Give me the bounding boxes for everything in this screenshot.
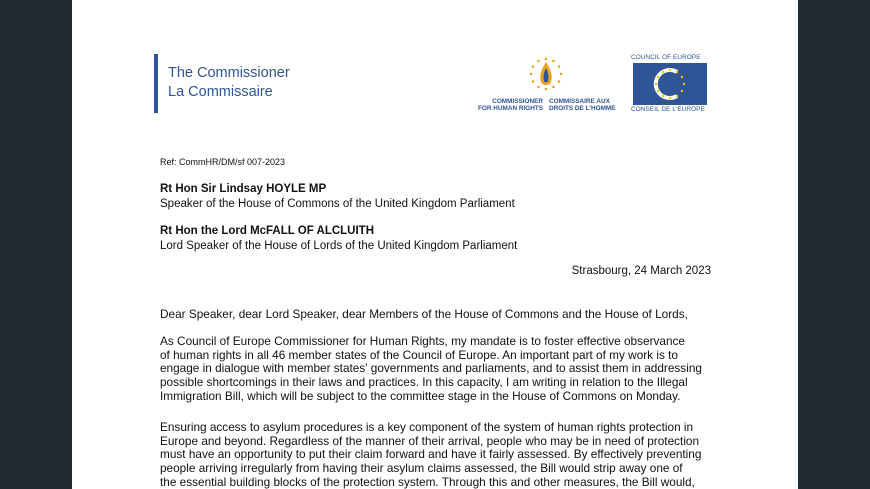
addressee-block [160,182,515,212]
addressee-title: Speaker of the House of Commons of the United Kingdom Parliament [160,198,515,210]
coe-caption-en: COUNCIL OF EUROPE [631,54,701,61]
coe-flag-icon [633,63,707,105]
chr-caption-en: COMMISSIONER FOR HUMAN RIGHTS [478,98,543,113]
paragraph-line: As Council of Europe Commissioner for Human Rights, my mandate is to foster effective observance [160,334,685,348]
commissioner-title-fr: La Commissaire [168,84,273,100]
paragraph-line: engage in dialogue with member states' governments and parliaments, and to assist them in addressing [160,361,702,376]
flame-emblem-icon [524,56,568,96]
coe-caption-fr: CONSEIL DE L'EUROPE [631,106,705,113]
letter-page [72,0,798,489]
paragraph-line: Ensuring access to asylum procedures is a key component of the system of human rights protection in [160,420,694,434]
paragraph-line: the essential building blocks of the protection system. Through this and other measures, the Bill would, [160,474,695,489]
addressee-name: Rt Hon Sir Lindsay HOYLE MP [160,183,327,195]
body-paragraph [160,421,712,489]
salutation: Dear Speaker, dear Lord Speaker, dear Members of the House of Commons and the House of Lords, [160,307,688,321]
commissioner-title-en: The Commissioner [168,65,290,81]
paragraph-line: Immigration Bill, which will be subject to the committee stage in the House of Commons on Monday. [160,388,681,403]
body-paragraph [160,335,712,404]
reference-number: Ref: CommHR/DM/sf 007-2023 [160,157,286,167]
paragraph-line: must have an opportunity to put their claim forward and have it fairly assessed. By effectively preventing [160,447,702,462]
paragraph-line: people arriving irregularly from having their asylum claims assessed, the Bill would strip away one of [160,461,683,476]
letter-date: Strasbourg, 24 March 2023 [571,265,711,277]
addressee-block [160,224,517,254]
addressee-title: Lord Speaker of the House of Lords of the United Kingdom Parliament [160,240,518,252]
chr-caption-fr: COMMISSAIRE AUX DROITS DE L'HOMME [549,98,616,113]
commissioner-human-rights-logo [477,56,617,116]
paragraph-line: possible shortcomings in their laws and practices. In this capacity, I am writing in relation to the Illegal [160,375,688,390]
council-of-europe-logo [631,54,711,114]
addressee-name: Rt Hon the Lord McFALL OF ALCLUITH [160,225,375,237]
commissioner-heading [154,54,290,113]
paragraph-line: Europe and beyond. Regardless of the manner of their arrival, people who may be in need of protection [160,433,700,448]
paragraph-line: of human rights in all 46 member states of the Council of Europe. An important part of my work is to [160,347,678,362]
